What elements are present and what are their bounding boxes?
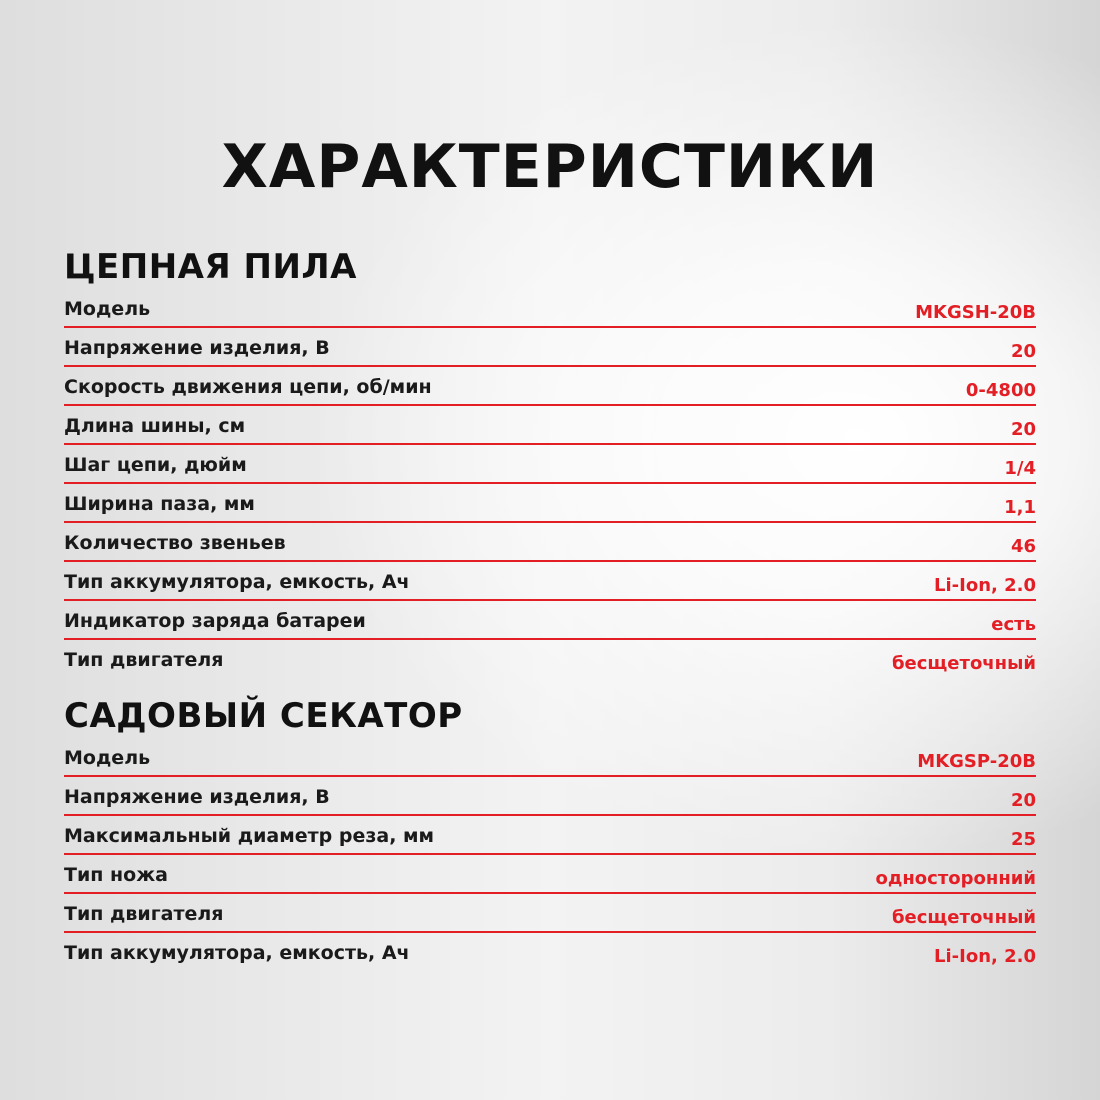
row-divider: [64, 404, 1036, 406]
spec-row-motor-type: [64, 647, 1036, 686]
spec-row-battery-type: [64, 940, 1036, 979]
spec-label: Скорость движения цепи, об/мин: [64, 376, 432, 398]
spec-label: Напряжение изделия, В: [64, 337, 330, 359]
row-divider: [64, 443, 1036, 445]
section-title-chain-saw: ЦЕПНАЯ ПИЛА: [64, 247, 357, 287]
spec-label: Тип ножа: [64, 864, 168, 886]
spec-row-voltage: [64, 335, 1036, 374]
spec-label: Тип аккумулятора, емкость, Ач: [64, 571, 410, 593]
spec-row-model: [64, 745, 1036, 784]
spec-label: Индикатор заряда батареи: [64, 610, 366, 632]
spec-value: есть: [991, 614, 1036, 635]
spec-value: MKGSP-20B: [917, 751, 1036, 772]
row-divider: [64, 599, 1036, 601]
row-divider: [64, 560, 1036, 562]
spec-value: Li-Ion, 2.0: [934, 946, 1036, 967]
spec-value: 1,1: [1004, 497, 1036, 518]
spec-value: 0-4800: [965, 380, 1036, 401]
spec-row-battery-type: [64, 569, 1036, 608]
spec-value: бесщеточный: [891, 907, 1036, 928]
spec-label: Модель: [64, 747, 151, 769]
spec-label: Тип аккумулятора, емкость, Ач: [64, 942, 410, 964]
spec-row-charge-indicator: [64, 608, 1036, 647]
spec-row-voltage: [64, 784, 1036, 823]
row-divider: [64, 521, 1036, 523]
spec-row-max-cut-diameter: [64, 823, 1036, 862]
section-title-pruner: САДОВЫЙ СЕКАТОР: [64, 696, 463, 736]
row-divider: [64, 775, 1036, 777]
spec-value: односторонний: [875, 868, 1036, 889]
spec-value: MKGSH-20B: [915, 302, 1036, 323]
spec-label: Длина шины, см: [64, 415, 246, 437]
spec-row-chain-speed: [64, 374, 1036, 413]
spec-row-blade-type: [64, 862, 1036, 901]
spec-value: 1/4: [1004, 458, 1036, 479]
row-divider: [64, 326, 1036, 328]
row-divider: [64, 638, 1036, 640]
spec-row-chain-pitch: [64, 452, 1036, 491]
spec-label: Модель: [64, 298, 151, 320]
spec-value: 20: [1010, 341, 1036, 362]
spec-row-model: [64, 296, 1036, 335]
row-divider: [64, 482, 1036, 484]
spec-value: 20: [1010, 790, 1036, 811]
spec-label: Шаг цепи, дюйм: [64, 454, 247, 476]
row-divider: [64, 365, 1036, 367]
spec-row-motor-type: [64, 901, 1036, 940]
spec-label: Тип двигателя: [64, 649, 224, 671]
spec-label: Ширина паза, мм: [64, 493, 255, 515]
spec-value: Li-Ion, 2.0: [934, 575, 1036, 596]
spec-value: бесщеточный: [891, 653, 1036, 674]
spec-value: 25: [1010, 829, 1036, 850]
row-divider: [64, 931, 1036, 933]
row-divider: [64, 892, 1036, 894]
spec-row-groove-width: [64, 491, 1036, 530]
spec-row-bar-length: [64, 413, 1036, 452]
spec-label: Напряжение изделия, В: [64, 786, 330, 808]
row-divider: [64, 853, 1036, 855]
row-divider: [64, 814, 1036, 816]
spec-value: 46: [1010, 536, 1036, 557]
spec-label: Максимальный диаметр реза, мм: [64, 825, 435, 847]
spec-row-link-count: [64, 530, 1036, 569]
page-title: ХАРАКТЕРИСТИКИ: [221, 132, 879, 202]
spec-value: 20: [1010, 419, 1036, 440]
spec-label: Тип двигателя: [64, 903, 224, 925]
spec-label: Количество звеньев: [64, 532, 286, 554]
